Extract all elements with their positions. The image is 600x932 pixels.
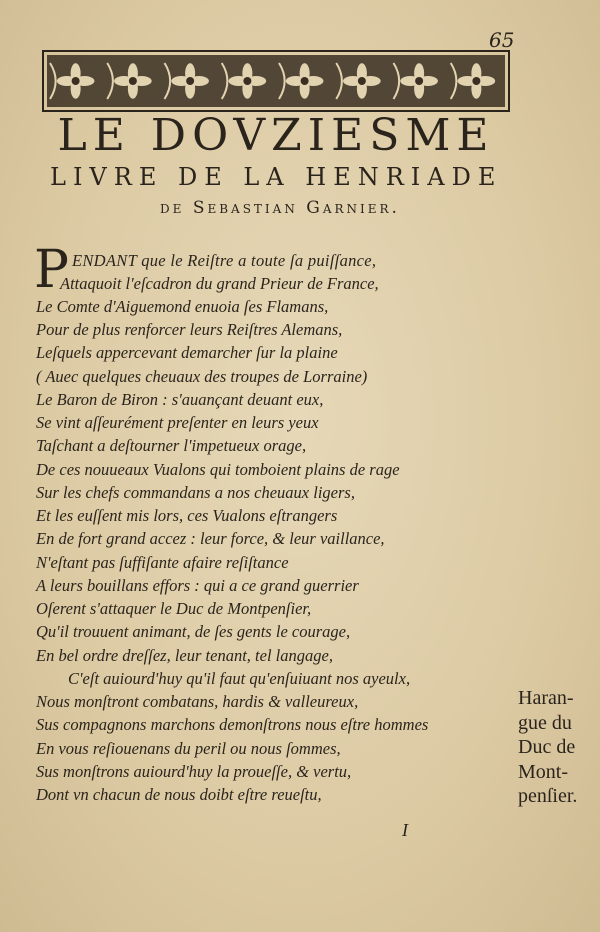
- poem-line: Sur les chefs commandans a nos cheuaux ligers,: [36, 483, 355, 502]
- poem-line: Sus compagnons marchons demonſtrons nous eſtre hommes: [36, 715, 429, 734]
- decorative-headpiece-ornament: [42, 50, 510, 112]
- poem-line: Se vint aſſeurément preſenter en leurs yeux: [36, 413, 319, 432]
- chapter-subtitle: LIVRE DE LA HENRIADE: [50, 163, 503, 191]
- page-number: 65: [489, 28, 515, 52]
- author-line: de Sebastian Garnier.: [160, 198, 400, 218]
- margin-note-line: Duc de: [518, 736, 576, 758]
- poem-line: Oſerent s'attaquer le Duc de Montpenſier,: [36, 599, 312, 618]
- poem-line: En bel ordre dreſſez, leur tenant, tel langage,: [36, 646, 333, 665]
- poem-line: Taſchant a deſtourner l'impetueux orage,: [36, 436, 307, 455]
- margin-note-line: Haran-: [518, 687, 574, 709]
- poem-line: N'eſtant pas ſuffiſante afaire reſiſtance: [36, 553, 289, 572]
- poem-line: Qu'il trouuent animant, de ſes gents le courage,: [36, 622, 351, 641]
- poem-line: Pour de plus renforcer leurs Reiſtres Alemans,: [36, 320, 343, 339]
- poem-line: ENDANT que le Reiſtre a toute ſa puiſſance,: [72, 251, 377, 270]
- margin-note-line: penſier.: [518, 785, 578, 807]
- poem-line: C'eſt auiourd'huy qu'il faut qu'enſuiuant nos ayeulx,: [68, 669, 411, 688]
- drop-cap: P: [34, 240, 69, 300]
- poem-line: Sus monſtrons auiourd'huy la proueſſe, & vertu,: [36, 762, 352, 781]
- poem-line: En vous reſiouenans du peril ou nous ſommes,: [36, 739, 341, 758]
- poem-line: En de fort grand accez : leur force, & leur vaillance,: [36, 529, 385, 548]
- poem-line: A leurs bouillans effors : qui a ce grand guerrier: [36, 576, 359, 595]
- poem-line: Le Comte d'Aiguemond enuoia ſes Flamans,: [36, 297, 329, 316]
- signature-mark: I: [402, 820, 408, 840]
- poem-line: Et les euſſent mis lors, ces Vualons eſtrangers: [36, 506, 338, 525]
- margin-note-line: Mont-: [518, 760, 568, 783]
- chapter-title: LE DOVZIESME: [57, 110, 495, 161]
- poem-line: Le Baron de Biron : s'auançant deuant eux,: [36, 390, 324, 409]
- poem-line: ( Auec quelques cheuaux des troupes de Lorraine): [36, 367, 368, 386]
- poem-line: Nous monſtront combatans, hardis & valleureux,: [36, 692, 359, 711]
- poem-line: Leſquels appercevant demarcher ſur la plaine: [36, 343, 338, 362]
- poem-line: De ces nouueaux Vualons qui tomboient plains de rage: [36, 460, 400, 479]
- poem-line: Dont vn chacun de nous doibt eſtre reueſtu,: [36, 785, 322, 804]
- margin-note: [518, 686, 598, 809]
- margin-note-line: gue du: [518, 711, 572, 734]
- poem-line: Attaquoit l'eſcadron du grand Prieur de France,: [60, 274, 379, 293]
